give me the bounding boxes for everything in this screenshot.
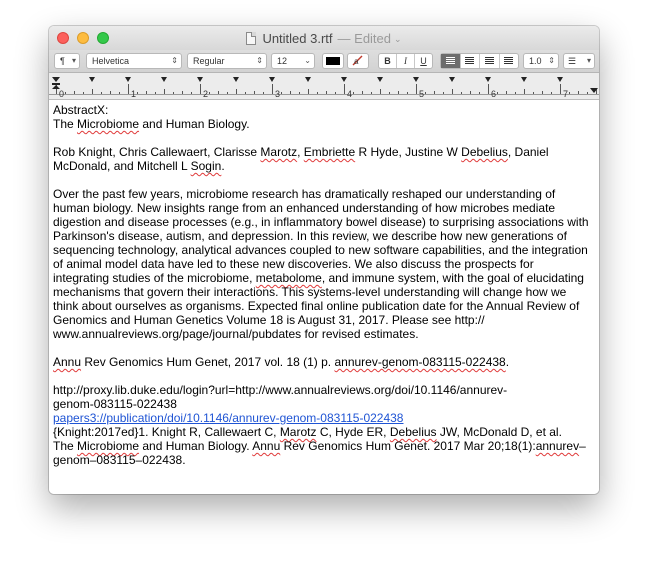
align-center-button[interactable] xyxy=(461,54,481,68)
no-highlight-icon xyxy=(348,54,368,68)
misspelled-word: Debelius xyxy=(389,425,437,439)
chevron-down-icon: ⌄ xyxy=(304,56,311,65)
tab-stop-marker xyxy=(485,77,491,82)
misspelled-word: metabolome xyxy=(255,271,322,285)
tab-stop-marker xyxy=(197,77,203,82)
misspelled-word: Annu xyxy=(252,439,281,453)
tab-stop-marker xyxy=(89,77,95,82)
first-line-indent-marker xyxy=(52,77,60,82)
font-style-popup[interactable] xyxy=(187,53,267,69)
font-family-popup[interactable] xyxy=(86,53,182,69)
window-title-area[interactable] xyxy=(49,26,599,50)
format-bar xyxy=(49,50,599,73)
tab-stop-marker xyxy=(521,77,527,82)
bold-button[interactable]: B xyxy=(379,54,397,68)
edited-status: — Edited xyxy=(337,30,392,46)
font-size-value: 12 xyxy=(277,56,288,66)
tab-stop-marker xyxy=(557,77,563,82)
align-center-icon xyxy=(465,57,474,64)
up-down-chevron-icon: ⇕ xyxy=(171,56,178,65)
ruler-label: 4 xyxy=(347,89,353,99)
chevron-down-icon: ▾ xyxy=(586,56,591,65)
misspelled-word: Microbiome xyxy=(77,117,140,131)
abstract-line: think about ourselves as organisms. Expected final online publication date for the Annual Review of xyxy=(53,299,580,313)
abstract-line: digestion and disease processes (e.g., in inflammatory bowel disease) to surprising associations with xyxy=(53,215,589,229)
citation-line: Annu Rev Genomics Hum Genet, 2017 vol. 18 (1) p. annurev-genom-083115-022438. xyxy=(53,355,510,369)
text-style-segment xyxy=(378,53,433,69)
tab-stop-marker xyxy=(341,77,347,82)
italic-button[interactable]: I xyxy=(397,54,415,68)
abstract-line: sequencing technology, analytical advances coupled to new software capabilities, and the integration xyxy=(53,243,588,257)
text-document-area[interactable] xyxy=(49,100,599,494)
list-style-popup[interactable] xyxy=(563,53,595,69)
ruler-label: 7 xyxy=(563,89,569,99)
ruler-label: 2 xyxy=(203,89,209,99)
misspelled-word: Microbiome xyxy=(77,439,140,453)
misspelled-word: annurev xyxy=(535,439,580,453)
abstract-heading: AbstractX: xyxy=(53,103,109,117)
tab-stop-marker xyxy=(413,77,419,82)
ruler-scale xyxy=(49,73,599,99)
svg-text:a: a xyxy=(354,57,359,66)
up-down-chevron-icon: ⇕ xyxy=(548,56,555,65)
document-text[interactable] xyxy=(53,103,595,467)
document-icon xyxy=(246,32,256,45)
ruler-label: 3 xyxy=(275,89,281,99)
misspelled-word: Marotz xyxy=(279,425,317,439)
abstract-line: of animal model data have led to these new discoveries. We also discuss the prospects for xyxy=(53,257,534,271)
tab-stop-marker xyxy=(449,77,455,82)
abstract-line: Over the past few years, microbiome research has dramatically reshaped our understanding of xyxy=(53,187,556,201)
font-family-value: Helvetica xyxy=(92,56,130,66)
highlight-color-well[interactable] xyxy=(347,53,369,69)
title-bar[interactable] xyxy=(49,26,599,50)
misspelled-word: Annu xyxy=(53,355,82,369)
ruler-label: 5 xyxy=(419,89,425,99)
text-color-swatch xyxy=(326,57,340,65)
alignment-segment xyxy=(440,53,519,69)
align-justify-icon xyxy=(504,57,513,64)
ruler-label: 6 xyxy=(491,89,497,99)
align-left-button[interactable] xyxy=(441,54,461,68)
misspelled-word: Sogin xyxy=(190,159,222,173)
abstract-line: integrating studies of the microbiome, metabolome, and immune system, with the goal of elucidating xyxy=(53,271,584,285)
papers-link[interactable]: papers3://publication/doi/10.1146/annurev-genom-083115-022438 xyxy=(53,411,404,425)
misspelled-word: annurev-genom-083115-022438 xyxy=(334,355,506,369)
abstract-line: mechanisms that govern their interactions. This systems-level understanding will change how we xyxy=(53,285,567,299)
tab-stop-marker xyxy=(377,77,383,82)
misspelled-word: Marotz xyxy=(260,145,298,159)
url-line-2: genom-083115-022438 xyxy=(53,397,177,411)
ruler[interactable] xyxy=(49,73,599,100)
authors-line-1: Rob Knight, Chris Callewaert, Clarisse Marotz, Embriette R Hyde, Justine W Debelius, Daniel xyxy=(53,145,549,159)
align-right-button[interactable] xyxy=(480,54,500,68)
tab-stop-marker xyxy=(125,77,131,82)
window-title: Untitled 3.rtf xyxy=(262,30,333,46)
align-justify-button[interactable] xyxy=(500,54,519,68)
bulleted-list-icon: ☰ xyxy=(568,56,577,66)
ruler-label: 1 xyxy=(131,89,137,99)
misspelled-word: Debelius xyxy=(461,145,508,159)
tab-stop-marker xyxy=(233,77,239,82)
line-spacing-popup[interactable] xyxy=(523,53,559,69)
tab-stop-marker xyxy=(161,77,167,82)
paper-title-line: The Microbiome and Human Biology. xyxy=(53,117,250,131)
left-indent-marker xyxy=(52,85,60,89)
papers-link-line xyxy=(53,411,595,425)
reference-line-3: genom–083115–022438. xyxy=(53,453,186,467)
align-left-icon xyxy=(446,57,455,64)
abstract-line: Parkinson's disease, autism, and depression. In this review, we describe how new generations of xyxy=(53,229,567,243)
ruler-label: 0 xyxy=(59,89,65,99)
font-size-combo[interactable] xyxy=(271,53,315,69)
abstract-line: Genomics and Human Genetics Volume 18 is August 31, 2017. Please see http:// xyxy=(53,313,485,327)
align-right-icon xyxy=(485,57,494,64)
left-indent-marker xyxy=(52,83,60,85)
reference-line-2: The Microbiome and Human Biology. Annu Rev Genomics Hum Genet. 2017 Mar 20;18(1):annurev– xyxy=(53,439,586,453)
line-spacing-value: 1.0 xyxy=(529,56,542,66)
tab-stop-marker xyxy=(269,77,275,82)
title-menu-chevron-icon[interactable]: ⌄ xyxy=(394,33,402,44)
reference-line-1: {Knight:2017ed}1. Knight R, Callewaert C, Marotz C, Hyde ER, Debelius JW, McDonald D, et al. xyxy=(53,425,562,439)
url-line-1: http://proxy.lib.duke.edu/login?url=http://www.annualreviews.org/doi/10.1146/annurev- xyxy=(53,383,508,397)
font-style-value: Regular xyxy=(193,56,225,66)
authors-line-2: McDonald, and Mitchell L Sogin. xyxy=(53,159,225,173)
document-window xyxy=(49,26,599,494)
underline-button[interactable]: U xyxy=(420,56,427,66)
up-down-chevron-icon: ⇕ xyxy=(256,56,263,65)
text-color-well[interactable] xyxy=(322,53,344,69)
tab-stop-marker xyxy=(305,77,311,82)
paragraph-icon: ¶ xyxy=(60,56,65,66)
misspelled-word: Embriette xyxy=(303,145,356,159)
chevron-down-icon: ▾ xyxy=(71,56,76,65)
paragraph-styles-button[interactable] xyxy=(54,53,80,69)
abstract-line: human biology. New insights range from an enhanced understanding of how microbes mediate xyxy=(53,201,556,215)
abstract-line: www.annualreviews.org/page/journal/pubdates for revised estimates. xyxy=(53,327,419,341)
